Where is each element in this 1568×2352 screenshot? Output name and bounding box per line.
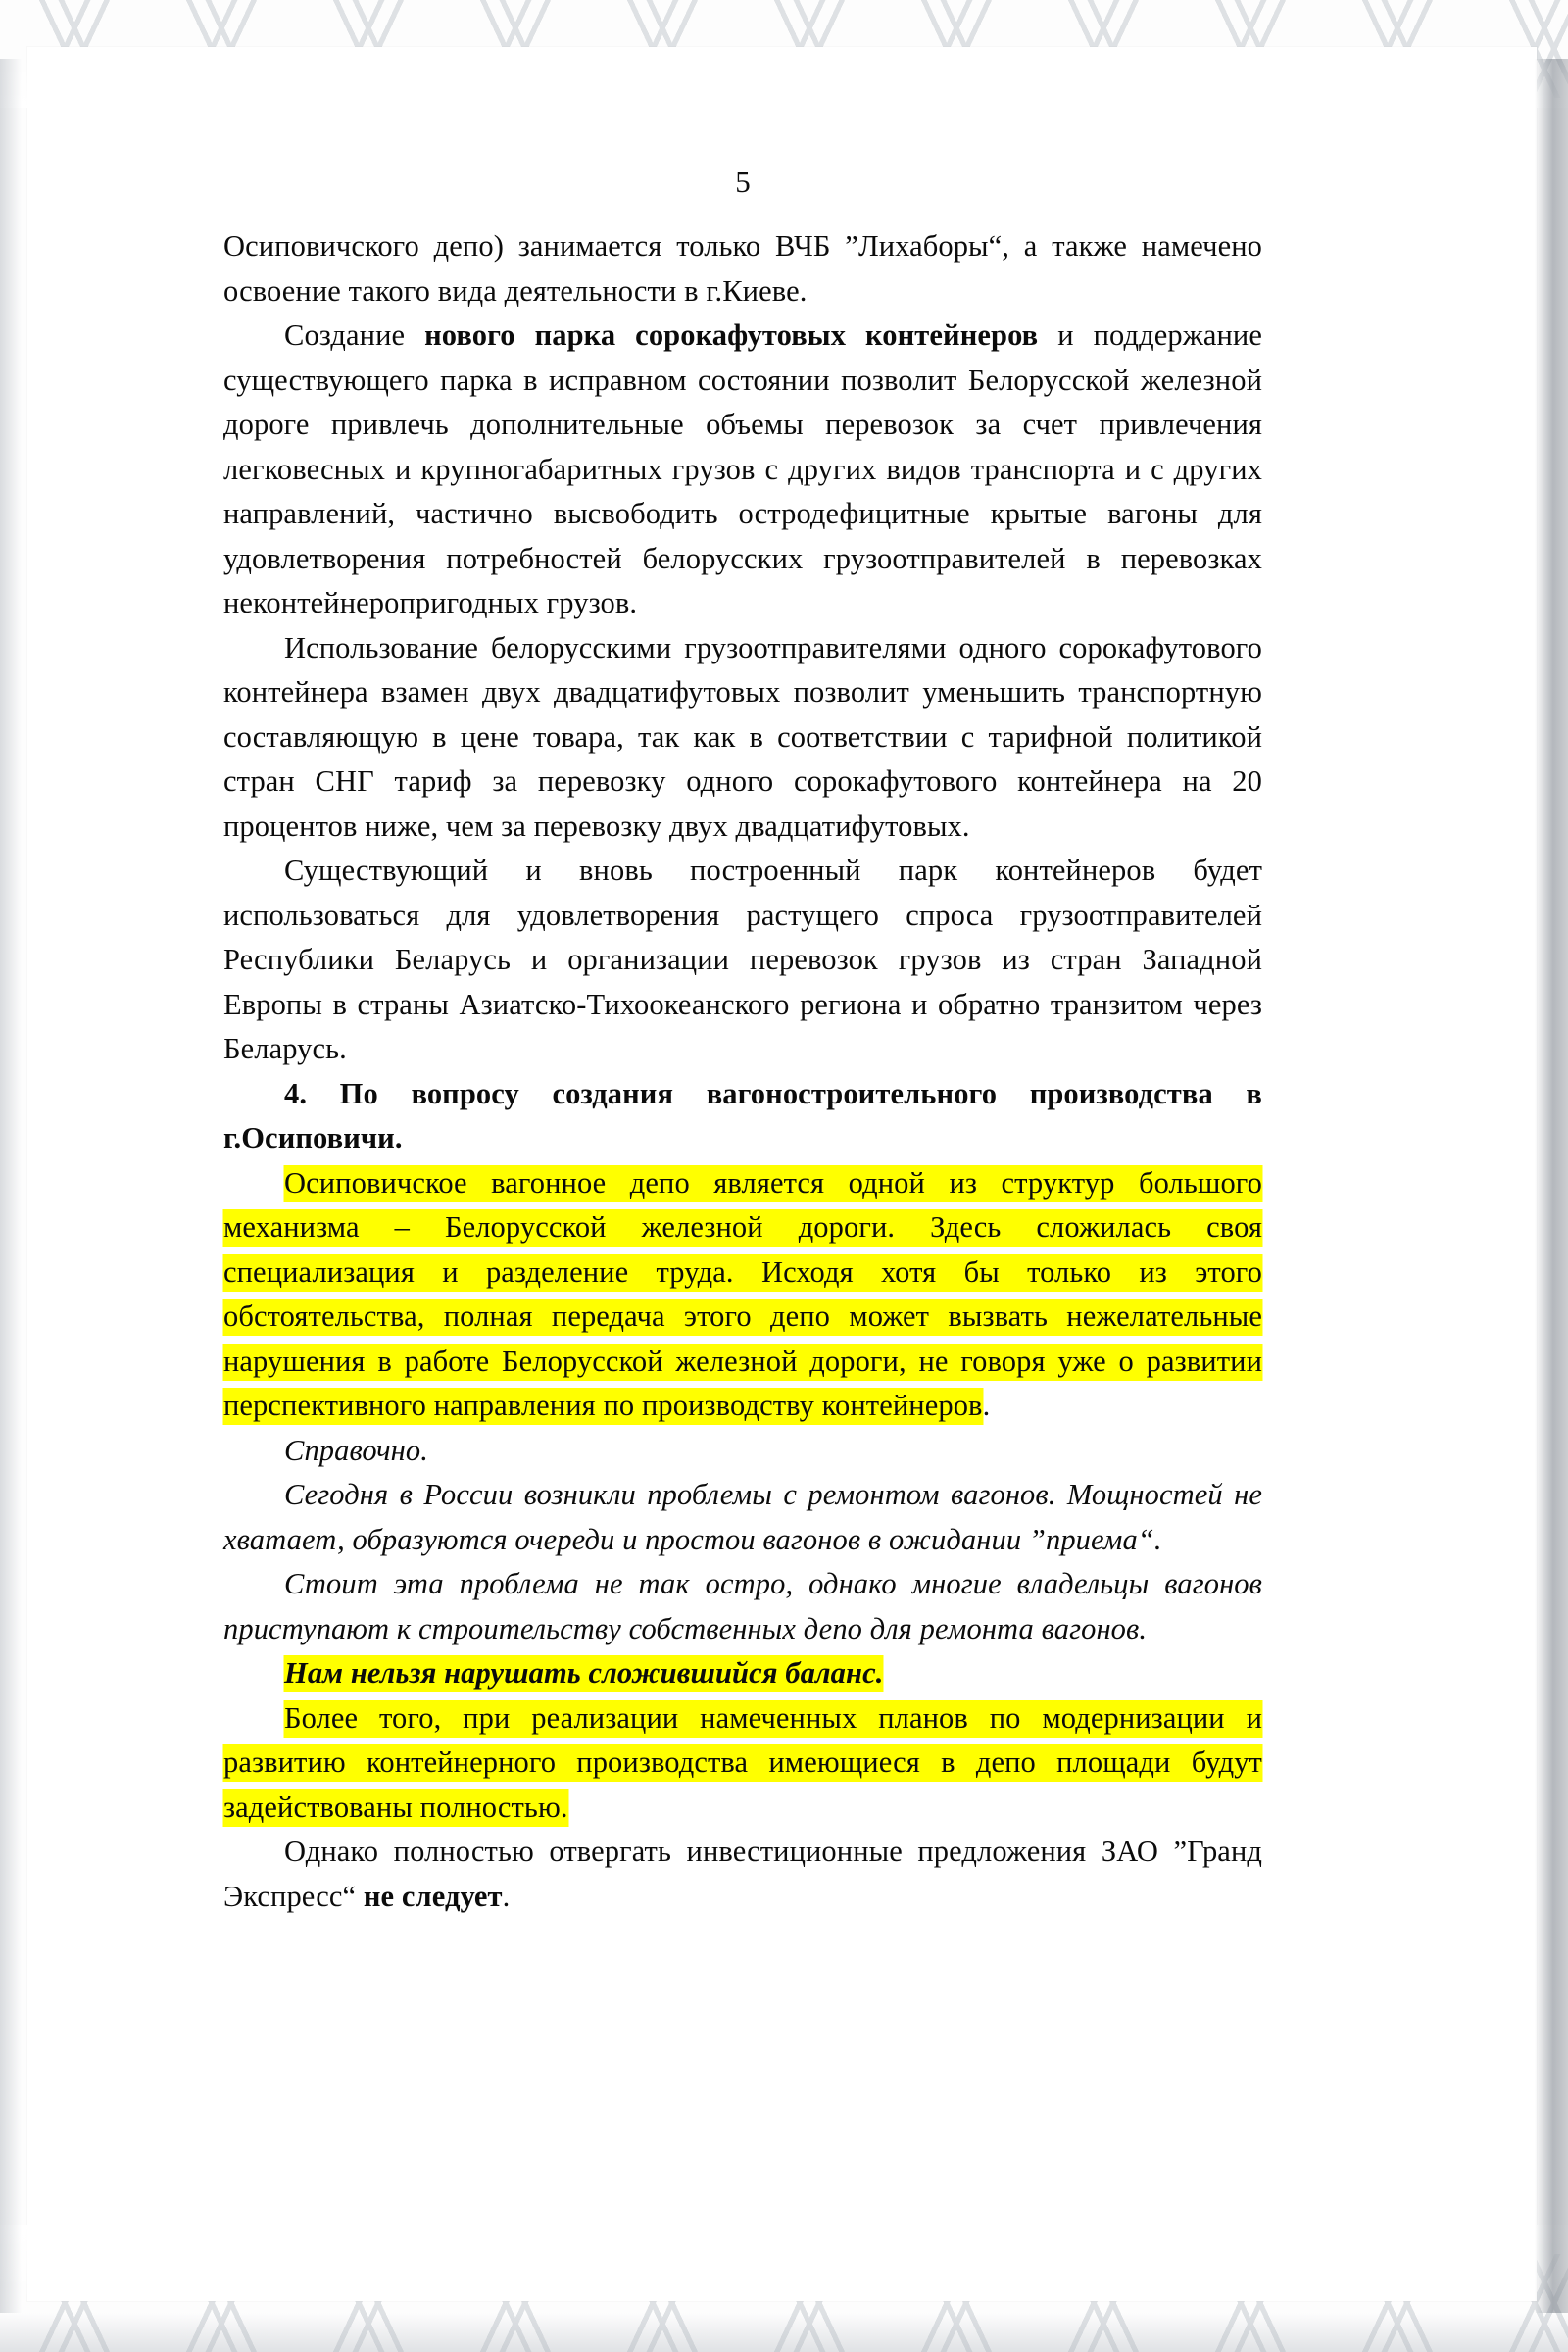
grand-express-lead: Однако полностью отвергать инвестиционные предложения ЗАО ”Гранд Экспресс“ [223,1835,1262,1913]
paragraph-balance-statement [223,1651,1262,1696]
page-edge-shadow-left [0,59,22,2313]
paragraph-highlighted-depot-tail: . [982,1389,991,1422]
document-text-body [223,167,1262,1919]
paragraph-highlighted-depot [223,1161,1262,1429]
italic-text-russia: Сегодня в России возникли проблемы с ремонтом вагонов. Мощностей не хватает, образуются очереди и простои вагонов в ожидании ”приема“. [223,1478,1262,1556]
bold-phrase-ne-sleduet: не следует [363,1879,503,1913]
page-edge-shadow-bottom [0,2313,1568,2352]
highlight-run-balance: Нам нельзя нарушать сложившийся баланс. [284,1655,883,1692]
paragraph-rest-text: и поддержание существующего парка в исправном состоянии позволит Белорусской железной дороге привлечь дополнительные объемы перевозок за счет привлечения легковесных и крупногабаритных грузов с других видов транспорта и с других направлений, частично высвободить остродефицитные крытые вагоны для удовлетворения потребностей белорусских грузоотправителей в перевозках неконтейнеропригодных грузов. [223,318,1262,619]
paragraph-lead-text: Создание [284,318,425,352]
page-number [223,167,1262,197]
paragraph-continuation: Осиповичского депо) занимается только ВЧБ ”Лихаборы“, а также намечено освоение такого вида деятельности в г.Киеве. [223,229,1262,308]
bold-phrase-new-park: нового парка сорокафутовых контейнеров [424,318,1039,352]
top-fade-overlay [0,0,1568,108]
paragraph-grand-express [223,1830,1262,1919]
paragraph-highlighted-modernization [223,1696,1262,1831]
highlight-run-modernization: Более того, при реализации намеченных планов по модернизации и развитию контейнерного производства имеющиеся в депо площади будут задействованы полностью. [223,1700,1262,1827]
grand-express-tail: . [502,1879,511,1913]
page-edge-shadow-right [1535,59,1568,2313]
paragraph-existing-park: Существующий и вновь построенный парк контейнеров будет использоваться для удовлетворения растущего спроса грузоотправителей Республики Беларусь и организации перевозок грузов из стран Западной Европы в страны Азиатско-Тихоокеанского региона и обратно транзитом через Беларусь. [223,854,1262,1065]
paragraph-forty-foot-usage: Использование белорусскими грузоотправителями одного сорокафутового контейнера взамен двух двадцатифутовых позволит уменьшить транспортную составляющую в цене товара, так как в соответствии с тарифной политикой стран СНГ тариф за перевозку одного сорокафутового контейнера на 20 процентов ниже, чем за перевозку двух двадцатифутовых. [223,630,1262,843]
heading-section-4 [223,1072,1262,1161]
paragraph-spravochno [223,1429,1262,1474]
spravochno-label: Справочно. [284,1433,428,1467]
heading-section-4-text: 4. По вопросу создания вагоностроительного производства в г.Осиповичи. [223,1076,1262,1154]
italic-text-owners: Стоит эта проблема не так остро, однако многие владельцы вагонов приступают к строительству собственных депо для ремонта вагонов. [223,1567,1262,1645]
page-number-value: 5 [735,165,751,199]
paragraph-owners-build-depots [223,1562,1262,1651]
paragraph-russia-repair-problems [223,1473,1262,1562]
paragraph-new-container-park [223,314,1262,626]
highlight-run-depot: Осиповичское вагонное депо является одной из структур большого механизма – Белорусской железной дороги. Здесь сложилась своя специализация и разделение труда. Исходя хотя бы только из этого обстоятельства, полная передача этого депо может вызвать нежелательные нарушения в работе Белорусской железной дороги, не говоря уже о развитии перспективного направления по производству контейнеров [223,1165,1262,1426]
